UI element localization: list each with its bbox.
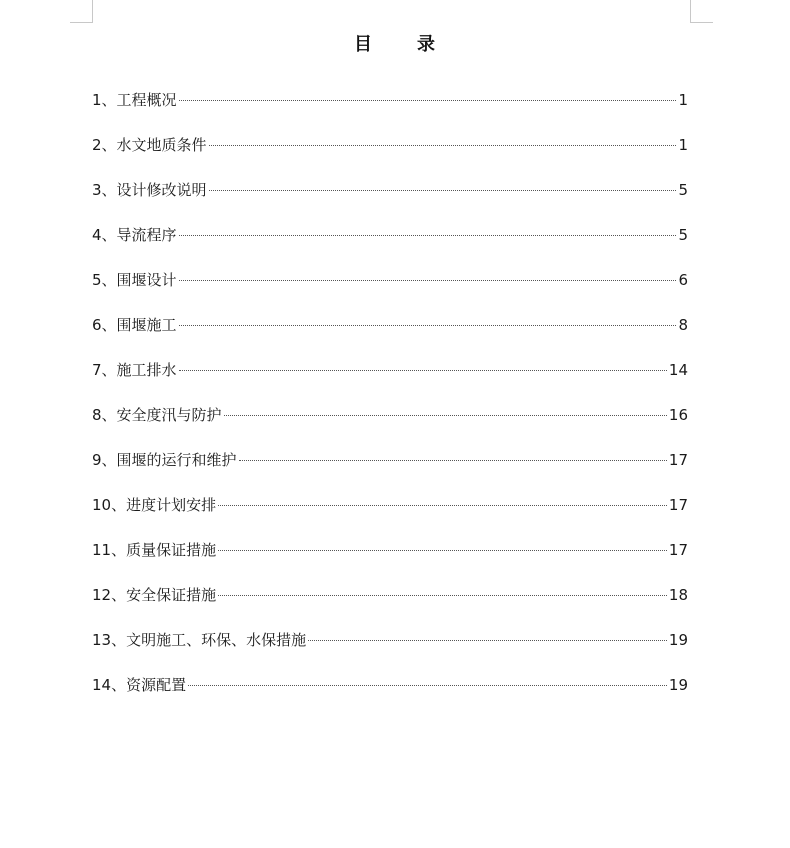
toc-entry-label: 12、安全保证措施 xyxy=(92,586,217,604)
toc-entry-label: 13、文明施工、环保、水保措施 xyxy=(92,631,307,649)
toc-entry-page: 14 xyxy=(668,361,688,379)
toc-dot-leader xyxy=(239,460,667,461)
toc-title-char-1: 目 xyxy=(354,34,373,55)
toc-title xyxy=(0,30,790,56)
toc-entry[interactable] xyxy=(92,313,688,358)
toc-dot-leader xyxy=(179,235,677,236)
toc-entry-label: 14、资源配置 xyxy=(92,676,187,694)
toc-entry[interactable] xyxy=(92,223,688,268)
margin-crop-mark-right xyxy=(690,0,713,23)
toc-entry[interactable] xyxy=(92,673,688,718)
toc-entry-page: 17 xyxy=(668,496,688,514)
toc-entry-label: 1、工程概况 xyxy=(92,91,177,109)
toc-title-char-2: 录 xyxy=(417,34,436,55)
toc-entry-page: 19 xyxy=(668,631,688,649)
toc-entry-label: 8、安全度汛与防护 xyxy=(92,406,222,424)
toc-entry-page: 17 xyxy=(668,541,688,559)
toc-entry-label: 5、围堰设计 xyxy=(92,271,177,289)
toc-entry[interactable] xyxy=(92,628,688,673)
toc-entry-page: 18 xyxy=(668,586,688,604)
toc-dot-leader xyxy=(179,325,677,326)
margin-crop-mark-left xyxy=(70,0,93,23)
toc-entry[interactable] xyxy=(92,493,688,538)
toc-dot-leader xyxy=(179,370,667,371)
toc-entry[interactable] xyxy=(92,88,688,133)
toc-entry-page: 19 xyxy=(668,676,688,694)
toc-entry-label: 10、进度计划安排 xyxy=(92,496,217,514)
toc-entry-label: 4、导流程序 xyxy=(92,226,177,244)
toc-entry[interactable] xyxy=(92,448,688,493)
toc-dot-leader xyxy=(224,415,667,416)
toc-entry-page: 8 xyxy=(678,316,688,334)
toc-entry[interactable] xyxy=(92,538,688,583)
toc-entry-page: 16 xyxy=(668,406,688,424)
toc-entry-label: 2、水文地质条件 xyxy=(92,136,207,154)
toc-entry-label: 11、质量保证措施 xyxy=(92,541,217,559)
toc-entry[interactable] xyxy=(92,178,688,223)
toc-dot-leader xyxy=(188,685,667,686)
toc-entry-page: 6 xyxy=(678,271,688,289)
toc-entry-page: 5 xyxy=(678,226,688,244)
toc-entry-label: 7、施工排水 xyxy=(92,361,177,379)
toc-entry[interactable] xyxy=(92,133,688,178)
toc-dot-leader xyxy=(218,595,667,596)
toc-dot-leader xyxy=(308,640,667,641)
toc-entry-page: 17 xyxy=(668,451,688,469)
toc-entry-page: 1 xyxy=(678,136,688,154)
toc-entry-label: 3、设计修改说明 xyxy=(92,181,207,199)
toc-entry-page: 5 xyxy=(678,181,688,199)
toc-entry[interactable] xyxy=(92,583,688,628)
toc-dot-leader xyxy=(179,280,677,281)
toc-dot-leader xyxy=(218,550,667,551)
toc-dot-leader xyxy=(218,505,667,506)
toc-entry-label: 6、围堰施工 xyxy=(92,316,177,334)
toc-dot-leader xyxy=(179,100,677,101)
toc-entry-page: 1 xyxy=(678,91,688,109)
toc-dot-leader xyxy=(209,145,677,146)
toc-entry-label: 9、围堰的运行和维护 xyxy=(92,451,237,469)
toc-dot-leader xyxy=(209,190,677,191)
toc-entry[interactable] xyxy=(92,268,688,313)
toc-entry[interactable] xyxy=(92,358,688,403)
table-of-contents xyxy=(92,88,688,718)
toc-entry[interactable] xyxy=(92,403,688,448)
